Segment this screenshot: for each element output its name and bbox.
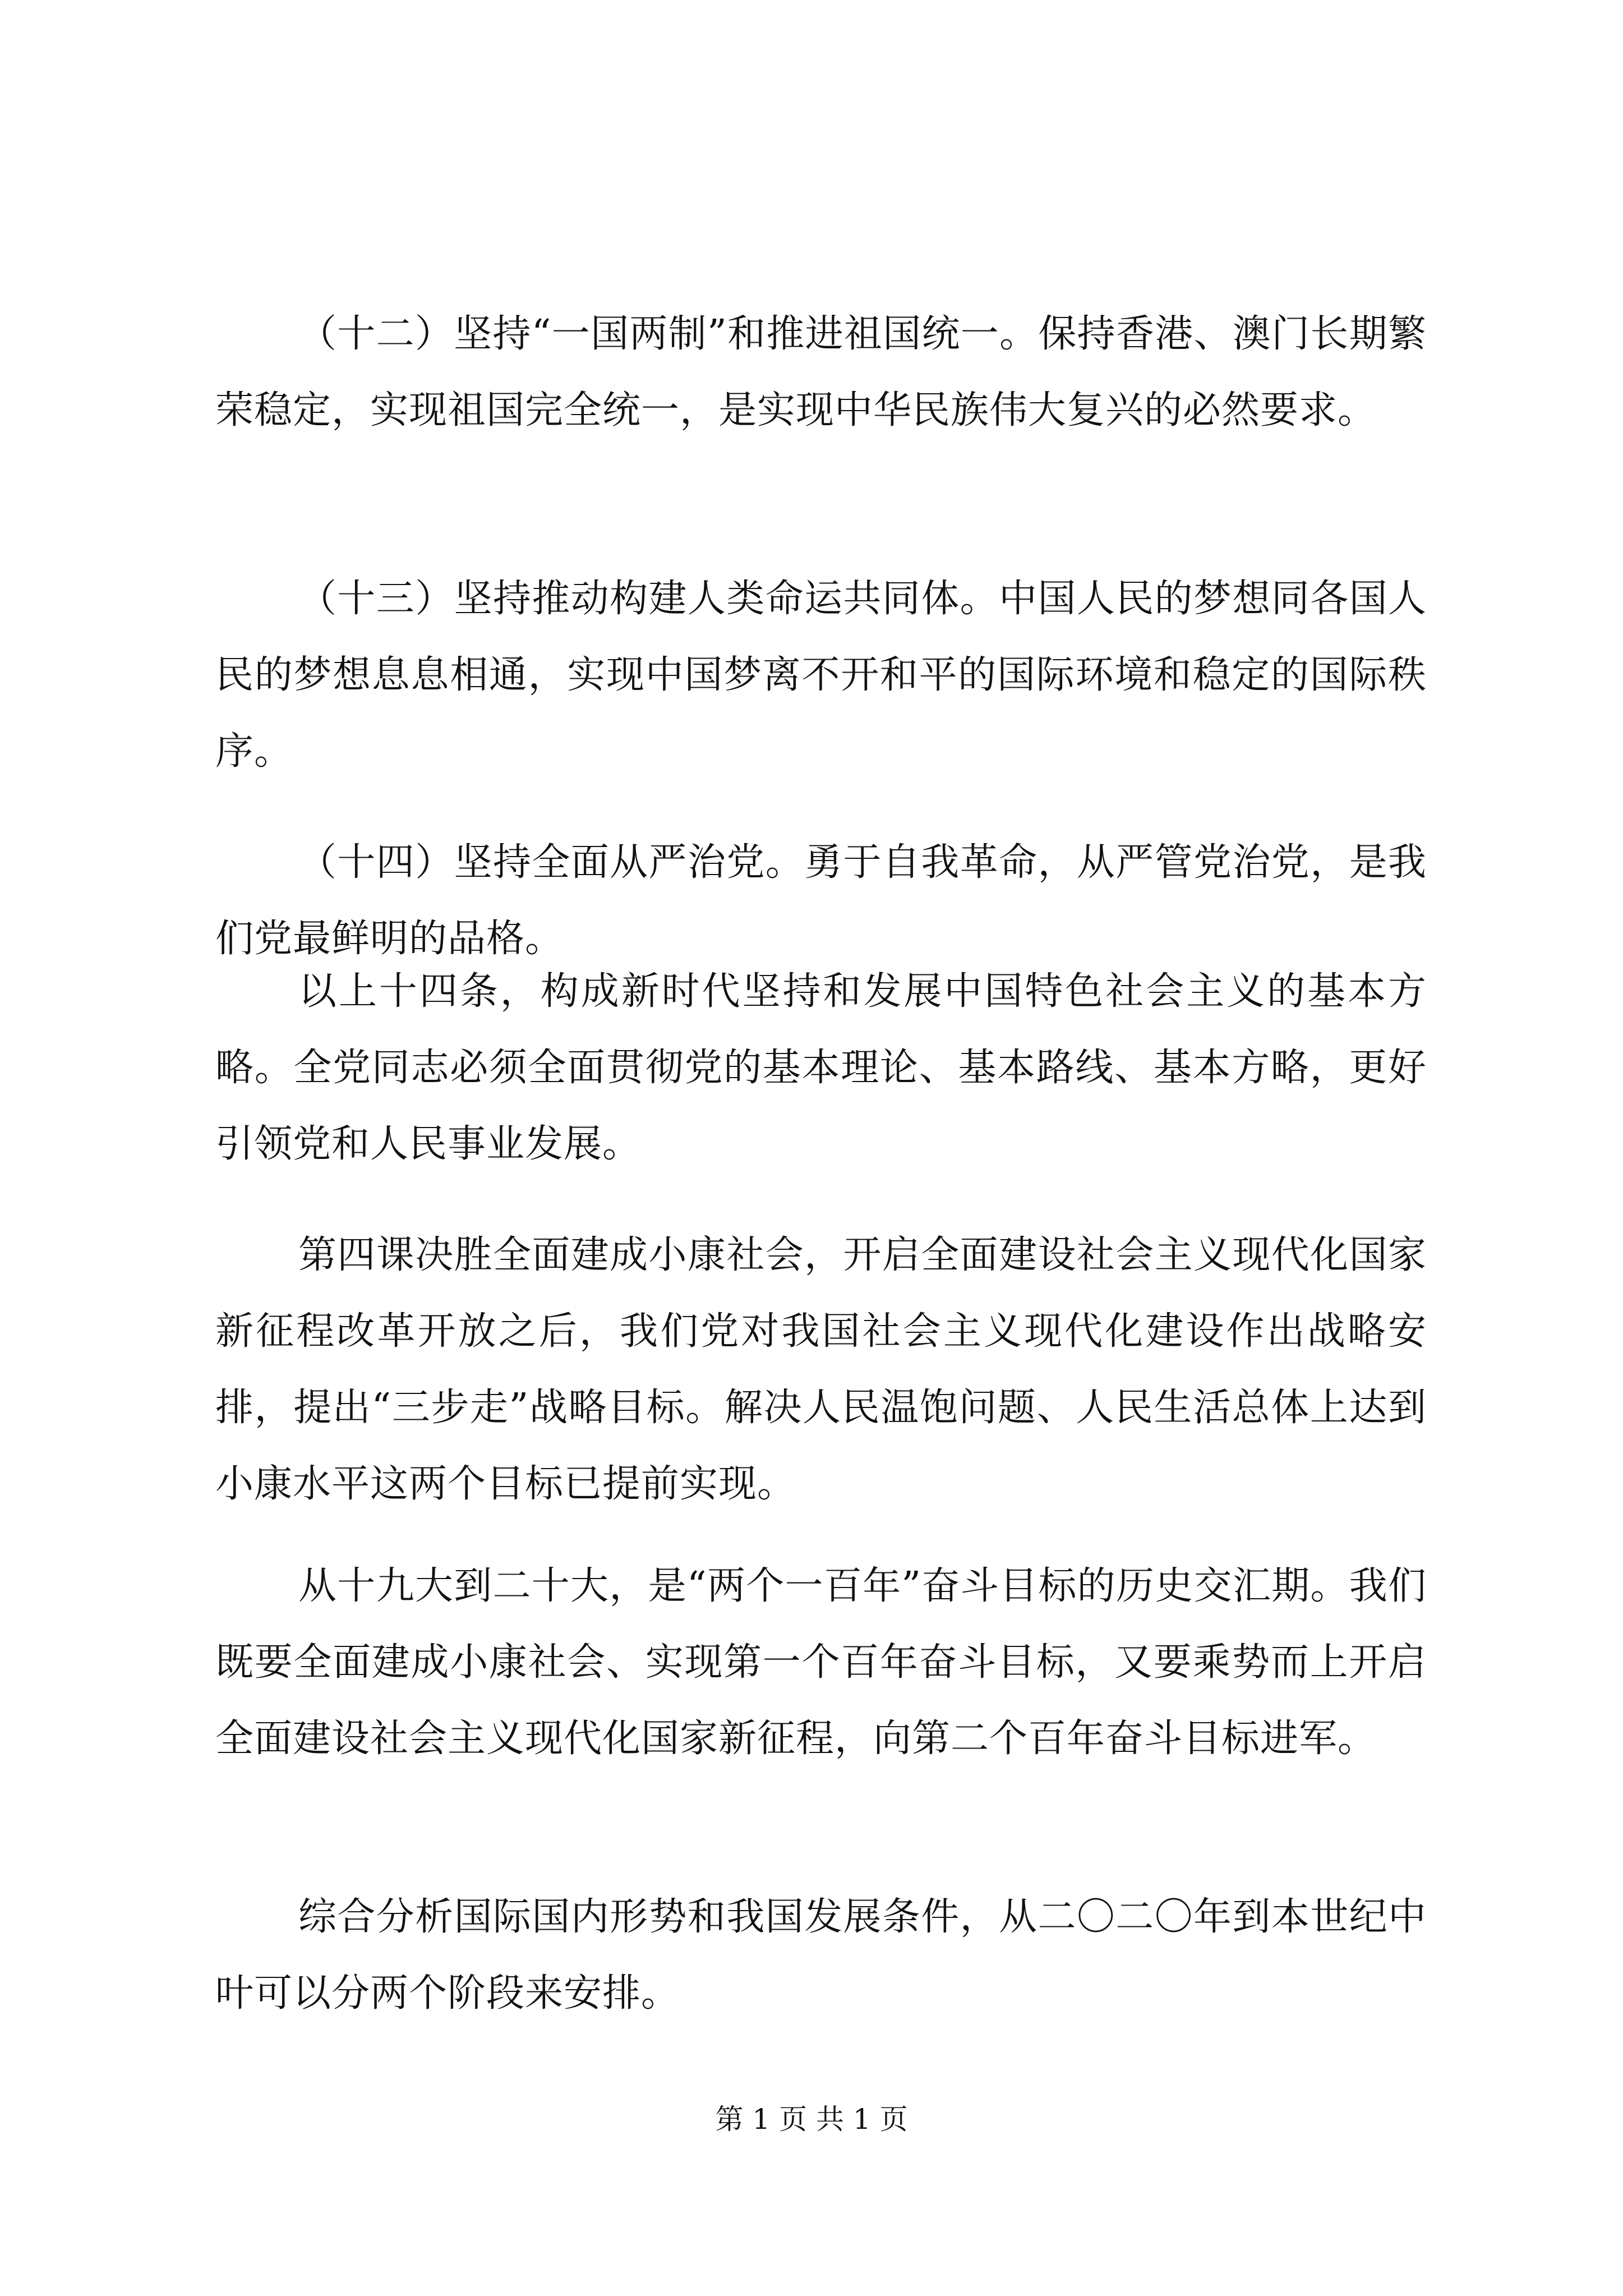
paragraph-12: （十二）坚持“一国两制”和推进祖国统一。保持香港、澳门长期繁荣稳定，实现祖国完全统一，是实现中华民族伟大复兴的必然要求。 <box>215 312 1427 432</box>
paragraph-lesson-four: 第四课决胜全面建成小康社会，开启全面建设社会主义现代化国家新征程改革开放之后，我们党对我国社会主义现代化建设作出战略安排，提出“三步走”战略目标。解决人民温饱问题、人民生活总体上达到小康水平这两个目标已提前实现。 <box>215 1233 1427 1506</box>
paragraph-13: （十三）坚持推动构建人类命运共同体。中国人民的梦想同各国人民的梦想息息相通，实现中国梦离不开和平的国际环境和稳定的国际秩序。 <box>215 577 1427 774</box>
paragraph-two-stages: 综合分析国际国内形势和我国发展条件，从二〇二〇年到本世纪中叶可以分两个阶段来安排。 <box>215 1895 1427 2016</box>
paragraph-two-centenary: 从十九大到二十大，是“两个一百年”奋斗目标的历史交汇期。我们既要全面建成小康社会、实现第一个百年奋斗目标，又要乘势而上开启全面建设社会主义现代化国家新征程，向第二个百年奋斗目标进军。 <box>215 1564 1427 1761</box>
page-number-footer: 第 1 页 共 1 页 <box>715 2103 908 2136</box>
paragraph-summary: 以上十四条，构成新时代坚持和发展中国特色社会主义的基本方略。全党同志必须全面贯彻党的基本理论、基本路线、基本方略，更好引领党和人民事业发展。 <box>215 969 1427 1166</box>
paragraph-14: （十四）坚持全面从严治党。勇于自我革命，从严管党治党，是我们党最鲜明的品格。 <box>215 840 1427 961</box>
